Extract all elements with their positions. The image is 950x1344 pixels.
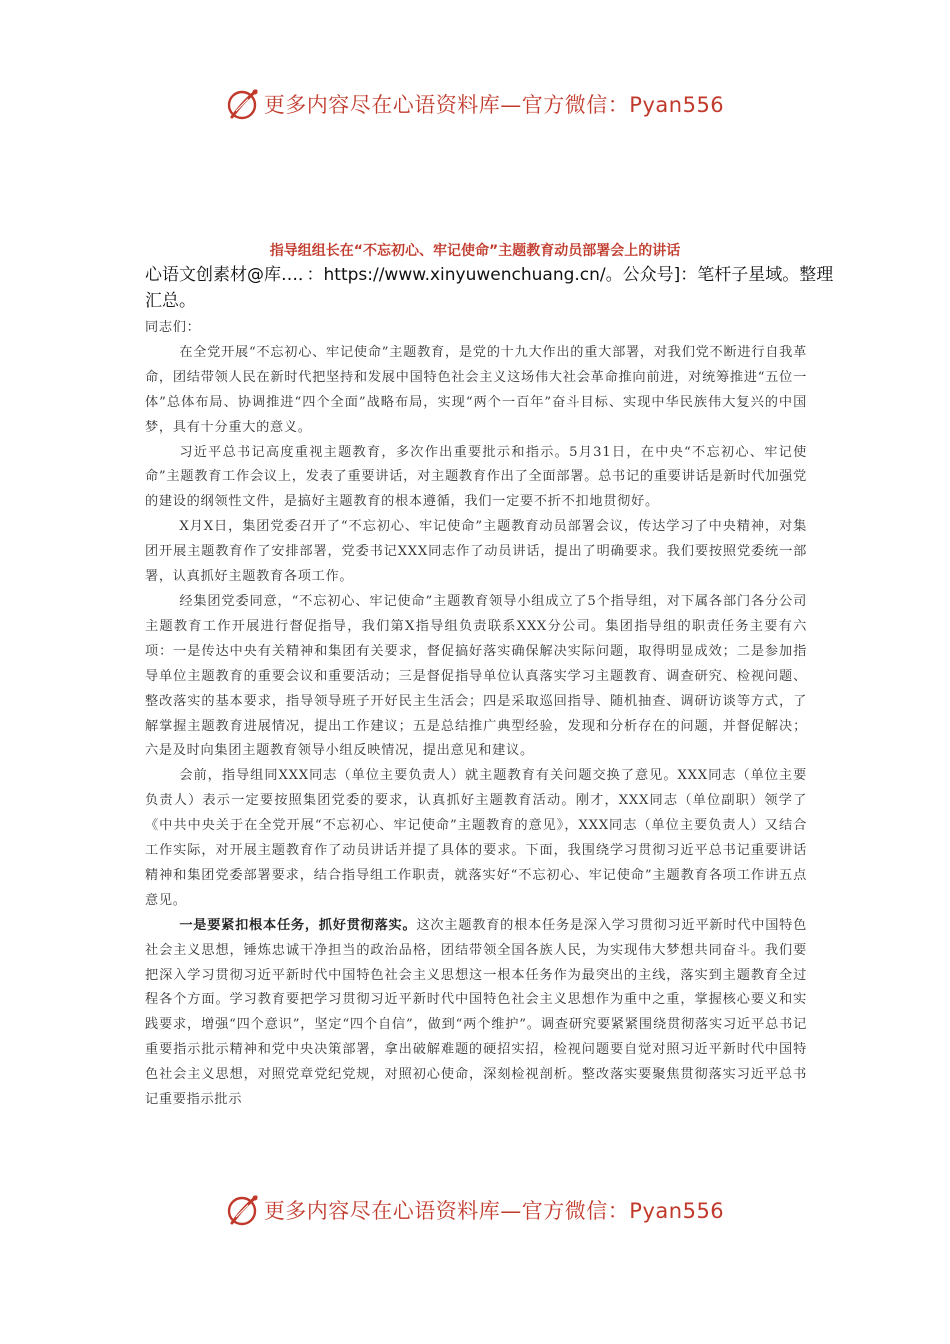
- footer-banner: [0, 1190, 950, 1230]
- document-body: [145, 316, 807, 1113]
- brush-logo-icon: [226, 1193, 260, 1227]
- salutation: 同志们：: [145, 320, 201, 335]
- paragraph-4: 经集团党委同意，“不忘初心、牢记使命”主题教育领导小组成立了5个指导组，对下属各部门各分公司主题教育工作开展进行督促指导，我们第X指导组负责联系XXX分公司。集团指导组的职责任务主要有六项：一是传达中央有关精神和集团有关要求，督促搞好落实确保解决实际问题，取得明显成效；二是参加指导单位主题教育的重要会议和重要活动；三是督促指导单位认真落实学习主题教育、调查研究、检视问题、整改落实的基本要求，指导领导班子开好民主生活会；四是采取巡回指导、随机抽查、调研访谈等方式，了解掌握主题教育进展情况，提出工作建议；五是总结推广典型经验，发现和分析存在的问题，并督促解决；六是及时向集团主题教育领导小组反映情况，提出意见和建议。: [145, 593, 807, 759]
- paragraph-3: X月X日，集团党委召开了“不忘初心、牢记使命”主题教育动员部署会议，传达学习了中央精神，对集团开展主题教育作了安排部署，党委书记XXX同志作了动员讲话，提出了明确要求。我们要按照党委统一部署，认真抓好主题教育各项工作。: [145, 519, 807, 585]
- paragraph-1: 在全党开展“不忘初心、牢记使命”主题教育，是党的十九大作出的重大部署，对我们党不断进行自我革命，团结带领人民在新时代把坚持和发展中国特色社会主义这场伟大社会革命推向前进，对统筹推进“五位一体”总体布局、协调推进“四个全面”战略布局，实现“两个一百年”奋斗目标、实现中华民族伟大复兴的中国梦，具有十分重大的意义。: [145, 344, 807, 435]
- point-one-text: 这次主题教育的根本任务是深入学习贯彻习近平新时代中国特色社会主义思想，锤炼忠诚干净担当的政治品格，团结带领全国各族人民，为实现伟大梦想共同奋斗。我们要把深入学习贯彻习近平新时代中国特色社会主义思想这一根本任务作为最突出的主线，落实到主题教育全过程各个方面。学习教育要把学习贯彻习近平新时代中国特色社会主义思想作为重中之重，掌握核心要义和实践要求，增强“四个意识”，坚定“四个自信”，做到“两个维护”。调查研究要紧紧围绕贯彻落实习近平总书记重要指示批示精神和党中央决策部署，拿出破解难题的硬招实招，检视问题要自觉对照习近平新时代中国特色社会主义思想，对照党章党纪党规，对照初心使命，深刻检视剖析。整改落实要聚焦贯彻落实习近平总书记重要指示批示: [145, 917, 807, 1108]
- banner-text: 更多内容尽在心语资料库—官方微信：Pyan556: [263, 1199, 725, 1223]
- paragraph-5: 会前，指导组同XXX同志（单位主要负责人）就主题教育有关问题交换了意见。XXX同志（单位主要负责人）表示一定要按照集团党委的要求，认真抓好主题教育活动。刚才，XXX同志（单位副职）领学了《中共中央关于在全党开展“不忘初心、牢记使命”主题教育的意见》，XXX同志（单位主要负责人）又结合工作实际，对开展主题教育作了动员讲话并提了具体的要求。下面，我围绕学习贯彻习近平总书记重要讲话精神和集团党委部署要求，结合指导组工作职责，就落实好“不忘初心、牢记使命”主题教育各项工作讲五点意见。: [145, 768, 807, 908]
- brush-logo-icon: [226, 87, 260, 121]
- source-note: 心语文创素材@库…．：https://www.xinyuwenchuang.cn/。公众号]：笔杆子星域。整理汇总。: [145, 265, 834, 311]
- point-one-lead: 一是要紧扣根本任务，抓好贯彻落实。: [179, 917, 417, 933]
- banner-text: 更多内容尽在心语资料库—官方微信：Pyan556: [263, 93, 725, 117]
- paragraph-2: 习近平总书记高度重视主题教育，多次作出重要批示和指示。5月31日，在中央“不忘初心、牢记使命”主题教育工作会议上，发表了重要讲话，对主题教育作出了全面部署。总书记的重要讲话是新时代加强党的建设的纲领性文件，是搞好主题教育的根本遵循，我们一定要不折不扣地贯彻好。: [145, 444, 807, 510]
- header-banner: [0, 84, 950, 124]
- document-title: 指导组组长在“不忘初心、牢记使命”主题教育动员部署会上的讲话: [269, 243, 681, 259]
- paragraph-point-one: [145, 914, 807, 1113]
